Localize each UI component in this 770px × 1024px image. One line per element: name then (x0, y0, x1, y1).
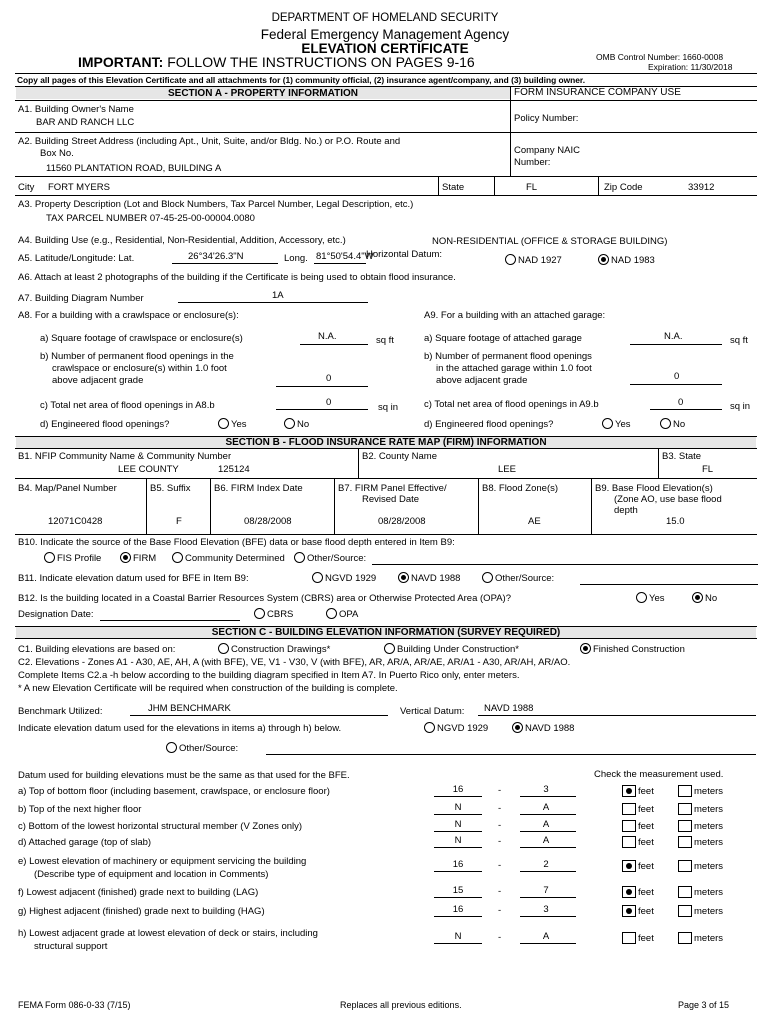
agency-name: Federal Emergency Management Agency (260, 27, 510, 42)
b9-label-line3: depth (614, 505, 638, 516)
a8c-unit: sq in (378, 402, 399, 413)
datum-note: Datum used for building elevations must be the same as that used for the BFE. (18, 770, 350, 781)
page-number: Page 3 of 15 (678, 1000, 730, 1010)
feet-checkbox[interactable]: feet (622, 860, 654, 872)
elevation-feet-value: 16 (452, 784, 464, 795)
b2-county-name: LEE (498, 464, 516, 475)
section-c-title: SECTION C - BUILDING ELEVATION INFORMATION (SURVEY REQUIRED) (211, 627, 561, 638)
a4-label: A4. Building Use (e.g., Residential, Non-Residential, Addition, Accessory, etc.) (18, 235, 346, 246)
a8-label: A8. For a building with a crawlspace or enclosure(s): (18, 310, 239, 321)
elevation-row-label: b) Top of the next higher floor (18, 804, 142, 815)
a3-property-description: TAX PARCEL NUMBER 07-45-25-00-00004.0080 (46, 213, 255, 224)
a9a-unit: sq ft (730, 335, 748, 346)
b8-label: B8. Flood Zone(s) (482, 483, 559, 494)
b10-label: B10. Indicate the source of the Base Flood Elevation (BFE) data or base flood depth entered in Item B9: (18, 537, 455, 548)
b10-fis-profile-radio[interactable]: FIS Profile (44, 552, 101, 564)
b7-label-line1: B7. FIRM Panel Effective/ (338, 483, 447, 494)
benchmark-label: Benchmark Utilized: (18, 706, 103, 717)
elevation-feet-value: N (454, 931, 462, 942)
b9-label-line2: (Zone AO, use base flood (614, 494, 722, 505)
elevation-tenths-value: A (542, 819, 550, 830)
b12-no-radio[interactable]: No (692, 592, 717, 604)
c-ngvd-radio[interactable]: NGVD 1929 (424, 722, 488, 734)
a9c-label: c) Total net area of flood openings in A9.b (424, 399, 599, 410)
elevation-feet-value: 15 (452, 885, 464, 896)
elevation-tenths-value: 2 (543, 859, 549, 870)
elevation-row-label: g) Highest adjacent (finished) grade next to building (HAG) (18, 906, 265, 917)
expiration-date: Expiration: 11/30/2018 (648, 62, 733, 72)
elevation-feet-value: 16 (452, 859, 464, 870)
important-label: IMPORTANT: (78, 54, 164, 70)
state-value: FL (526, 182, 538, 193)
a8d-yes-radio[interactable]: Yes (218, 418, 247, 430)
important-instructions (78, 54, 475, 70)
dash-separator: - (498, 860, 502, 871)
naic-label-line1: Company NAIC (514, 145, 580, 156)
nad1927-radio[interactable]: NAD 1927 (505, 254, 562, 266)
check-measurement-label: Check the measurement used. (594, 769, 724, 780)
dash-separator: - (498, 886, 502, 897)
designation-date-label: Designation Date: (18, 609, 94, 620)
a9b-value: 0 (674, 371, 680, 382)
c1-under-construction-radio[interactable]: Building Under Construction* (384, 643, 519, 655)
a8a-value: N.A. (318, 331, 337, 342)
a9-label: A9. For a building with an attached garage: (424, 310, 606, 321)
elevation-tenths-value: A (542, 835, 550, 846)
horizontal-datum-label: Horizontal Datum: (366, 249, 443, 260)
b10-other-source-radio[interactable]: Other/Source: (294, 552, 366, 564)
section-b-title: SECTION B - FLOOD INSURANCE RATE MAP (FIRM) INFORMATION (225, 437, 547, 448)
c2-instructions-line1: C2. Elevations - Zones A1 - A30, AE, AH, A (with BFE), VE, V1 - V30, V (with BFE), AR, AR/A, AR/AE, AR/A1 - A30, AR/AH, AR/AO. (18, 657, 571, 668)
elevation-row-label: h) Lowest adjacent grade at lowest elevation of deck or stairs, including (18, 928, 318, 939)
a9d-yes-radio[interactable]: Yes (602, 418, 631, 430)
a1-label: A1. Building Owner's Name (18, 104, 134, 115)
feet-checkbox[interactable]: feet (622, 932, 654, 944)
b11-label: B11. Indicate elevation datum used for BFE in Item B9: (18, 573, 249, 584)
b5-label: B5. Suffix (150, 483, 191, 494)
city-label: City (18, 182, 35, 193)
dash-separator: - (498, 785, 502, 796)
omb-control-number: OMB Control Number: 1660-0008 (596, 52, 724, 62)
meters-checkbox[interactable]: meters (678, 932, 723, 944)
elevation-row-label-line2: structural support (34, 941, 108, 952)
elevation-feet-value: 16 (452, 904, 464, 915)
dash-separator: - (498, 905, 502, 916)
b6-firm-index-date: 08/28/2008 (244, 516, 292, 527)
copy-instructions: Copy all pages of this Elevation Certificate and all attachments for (1) community official, (2) insurance agent/company, and (3) building owner. (17, 75, 586, 85)
feet-checkbox[interactable]: feet (622, 785, 654, 797)
a3-label: A3. Property Description (Lot and Block Numbers, Tax Parcel Number, Legal Description, etc.) (18, 199, 414, 210)
b7-label-line2: Revised Date (362, 494, 420, 505)
meters-checkbox[interactable]: meters (678, 886, 723, 898)
elevation-tenths-value: A (542, 802, 550, 813)
nad1983-radio[interactable]: NAD 1983 (598, 254, 655, 266)
meters-checkbox[interactable]: meters (678, 860, 723, 872)
b2-label: B2. County Name (362, 451, 437, 462)
c2-instructions-line2: Complete Items C2.a -h below according to the building diagram specified in Item A7. In Puerto Rico only, enter meters. (18, 670, 520, 681)
elevation-row-label: a) Top of bottom floor (including basement, crawlspace, or enclosure floor) (18, 786, 330, 797)
a9d-no-radio[interactable]: No (660, 418, 685, 430)
zip-label: Zip Code (604, 182, 643, 193)
a5-label: A5. Latitude/Longitude: Lat. (18, 253, 135, 264)
a1-owner-name: BAR AND RANCH LLC (36, 117, 135, 128)
b9-label-line1: B9. Base Flood Elevation(s) (595, 483, 713, 494)
meters-checkbox[interactable]: meters (678, 836, 723, 848)
elevation-feet-value: N (454, 835, 462, 846)
elevation-tenths-value: 7 (543, 885, 549, 896)
a4-building-use: NON-RESIDENTIAL (OFFICE & STORAGE BUILDING) (432, 236, 668, 247)
b4-map-panel-number: 12071C0428 (48, 516, 103, 527)
a9b-label-line1: b) Number of permanent flood openings (424, 351, 592, 362)
elevation-tenths-value: A (542, 931, 550, 942)
a9b-label-line2: in the attached garage within 1.0 foot (436, 363, 592, 374)
a6-label: A6. Attach at least 2 photographs of the building if the Certificate is being used to obtain flood insurance. (18, 272, 456, 283)
department-name: DEPARTMENT OF HOMELAND SECURITY (271, 12, 499, 24)
form-title: ELEVATION CERTIFICATE (301, 41, 469, 56)
elevation-row-label: c) Bottom of the lowest horizontal structural member (V Zones only) (18, 821, 303, 832)
elevation-feet-value: N (454, 802, 462, 813)
a9c-unit: sq in (730, 401, 751, 412)
a9a-label: a) Square footage of attached garage (424, 333, 582, 344)
elevation-row-label: d) Attached garage (top of slab) (18, 837, 152, 848)
zip-value: 33912 (688, 182, 715, 193)
c1-construction-drawings-radio[interactable]: Construction Drawings* (218, 643, 330, 655)
feet-checkbox[interactable]: feet (622, 886, 654, 898)
elevation-row-label: e) Lowest elevation of machinery or equipment servicing the building (18, 856, 307, 867)
elevation-tenths-value: 3 (543, 784, 549, 795)
elevation-tenths-value: 3 (543, 904, 549, 915)
a8d-no-radio[interactable]: No (284, 418, 309, 430)
b6-label: B6. FIRM Index Date (214, 483, 303, 494)
feet-checkbox[interactable]: feet (622, 803, 654, 815)
b12-yes-radio[interactable]: Yes (636, 592, 665, 604)
meters-checkbox[interactable]: meters (678, 905, 723, 917)
opa-radio[interactable]: OPA (326, 608, 358, 620)
meters-checkbox[interactable]: meters (678, 820, 723, 832)
elevation-row-label: f) Lowest adjacent (finished) grade next to building (LAG) (18, 887, 259, 898)
a9c-value: 0 (678, 397, 684, 408)
b1-community-name: LEE COUNTY (118, 464, 179, 475)
c-navd-radio[interactable]: NAVD 1988 (512, 722, 574, 734)
longitude-value: 81°50'54.4"W (316, 251, 374, 262)
a8b-label-line3: above adjacent grade (52, 375, 144, 386)
feet-checkbox[interactable]: feet (622, 820, 654, 832)
dash-separator: - (498, 836, 502, 847)
a9a-value: N.A. (664, 331, 683, 342)
dash-separator: - (498, 820, 502, 831)
b11-navd-radio[interactable]: NAVD 1988 (398, 572, 460, 584)
b8-flood-zone: AE (528, 516, 541, 527)
vertical-datum-value: NAVD 1988 (484, 703, 534, 714)
a7-label: A7. Building Diagram Number (18, 293, 144, 304)
b7-effective-date: 08/28/2008 (378, 516, 426, 527)
latitude-value: 26°34'26.3"N (188, 251, 244, 262)
c-other-source-radio[interactable]: Other/Source: (166, 742, 238, 754)
elevation-feet-value: N (454, 819, 462, 830)
c1-finished-construction-radio[interactable]: Finished Construction (580, 643, 685, 655)
b11-ngvd-radio[interactable]: NGVD 1929 (312, 572, 376, 584)
b1-community-number: 125124 (218, 464, 250, 475)
section-a-title: SECTION A - PROPERTY INFORMATION (167, 88, 358, 99)
b5-suffix: F (176, 516, 182, 527)
benchmark-value: JHM BENCHMARK (148, 703, 231, 714)
b11-other-source-radio[interactable]: Other/Source: (482, 572, 554, 584)
a2-street-address: 11560 PLANTATION ROAD, BUILDING A (46, 163, 222, 174)
elevation-row-label-line2: (Describe type of equipment and location in Comments) (34, 869, 269, 880)
a8b-label-line2: crawlspace or enclosure(s) within 1.0 foot (52, 363, 227, 374)
feet-checkbox[interactable]: feet (622, 836, 654, 848)
b9-base-flood-elevation: 15.0 (666, 516, 685, 527)
dash-separator: - (498, 803, 502, 814)
meters-checkbox[interactable]: meters (678, 785, 723, 797)
a8b-value: 0 (326, 373, 332, 384)
indicate-datum-label: Indicate elevation datum used for the elevations in items a) through h) below. (18, 723, 342, 734)
b1-label: B1. NFIP Community Name & Community Number (18, 451, 232, 462)
important-text: FOLLOW THE INSTRUCTIONS ON PAGES 9-16 (167, 54, 475, 70)
b4-label: B4. Map/Panel Number (18, 483, 117, 494)
cbrs-radio[interactable]: CBRS (254, 608, 293, 620)
policy-number-label: Policy Number: (514, 113, 579, 124)
c2-instructions-line3: * A new Elevation Certificate will be required when construction of the building is complete. (18, 683, 398, 694)
a7-diagram-number: 1A (272, 290, 284, 301)
company-use-label: FORM INSURANCE COMPANY USE (514, 87, 681, 98)
longitude-label: Long. (284, 253, 308, 264)
replaces-note: Replaces all previous editions. (340, 1000, 462, 1010)
state-label: State (442, 182, 465, 193)
a8a-label: a) Square footage of crawlspace or enclosure(s) (40, 333, 243, 344)
a8c-value: 0 (326, 397, 332, 408)
b3-state: FL (702, 464, 714, 475)
a8c-label: c) Total net area of flood openings in A8.b (40, 400, 215, 411)
b10-firm-radio[interactable]: FIRM (120, 552, 156, 564)
a9b-label-line3: above adjacent grade (436, 375, 528, 386)
c1-label: C1. Building elevations are based on: (18, 644, 176, 655)
a9d-label: d) Engineered flood openings? (424, 419, 554, 430)
vertical-datum-label: Vertical Datum: (400, 706, 465, 717)
city-value: FORT MYERS (48, 182, 110, 193)
a8a-unit: sq ft (376, 335, 394, 346)
a2-label-line2: Box No. (40, 148, 74, 159)
naic-label-line2: Number: (514, 157, 551, 168)
feet-checkbox[interactable]: feet (622, 905, 654, 917)
meters-checkbox[interactable]: meters (678, 803, 723, 815)
a2-label-line1: A2. Building Street Address (including Apt., Unit, Suite, and/or Bldg. No.) or P.O. Route and (18, 136, 401, 147)
a8b-label-line1: b) Number of permanent flood openings in the (40, 351, 234, 362)
dash-separator: - (498, 932, 502, 943)
b3-label: B3. State (662, 451, 702, 462)
b12-label: B12. Is the building located in a Coastal Barrier Resources System (CBRS) area or Otherwise Protected Area (OPA)? (18, 593, 511, 604)
a8d-label: d) Engineered flood openings? (40, 419, 170, 430)
form-number: FEMA Form 086-0-33 (7/15) (18, 1000, 131, 1010)
b10-community-determined-radio[interactable]: Community Determined (172, 552, 285, 564)
